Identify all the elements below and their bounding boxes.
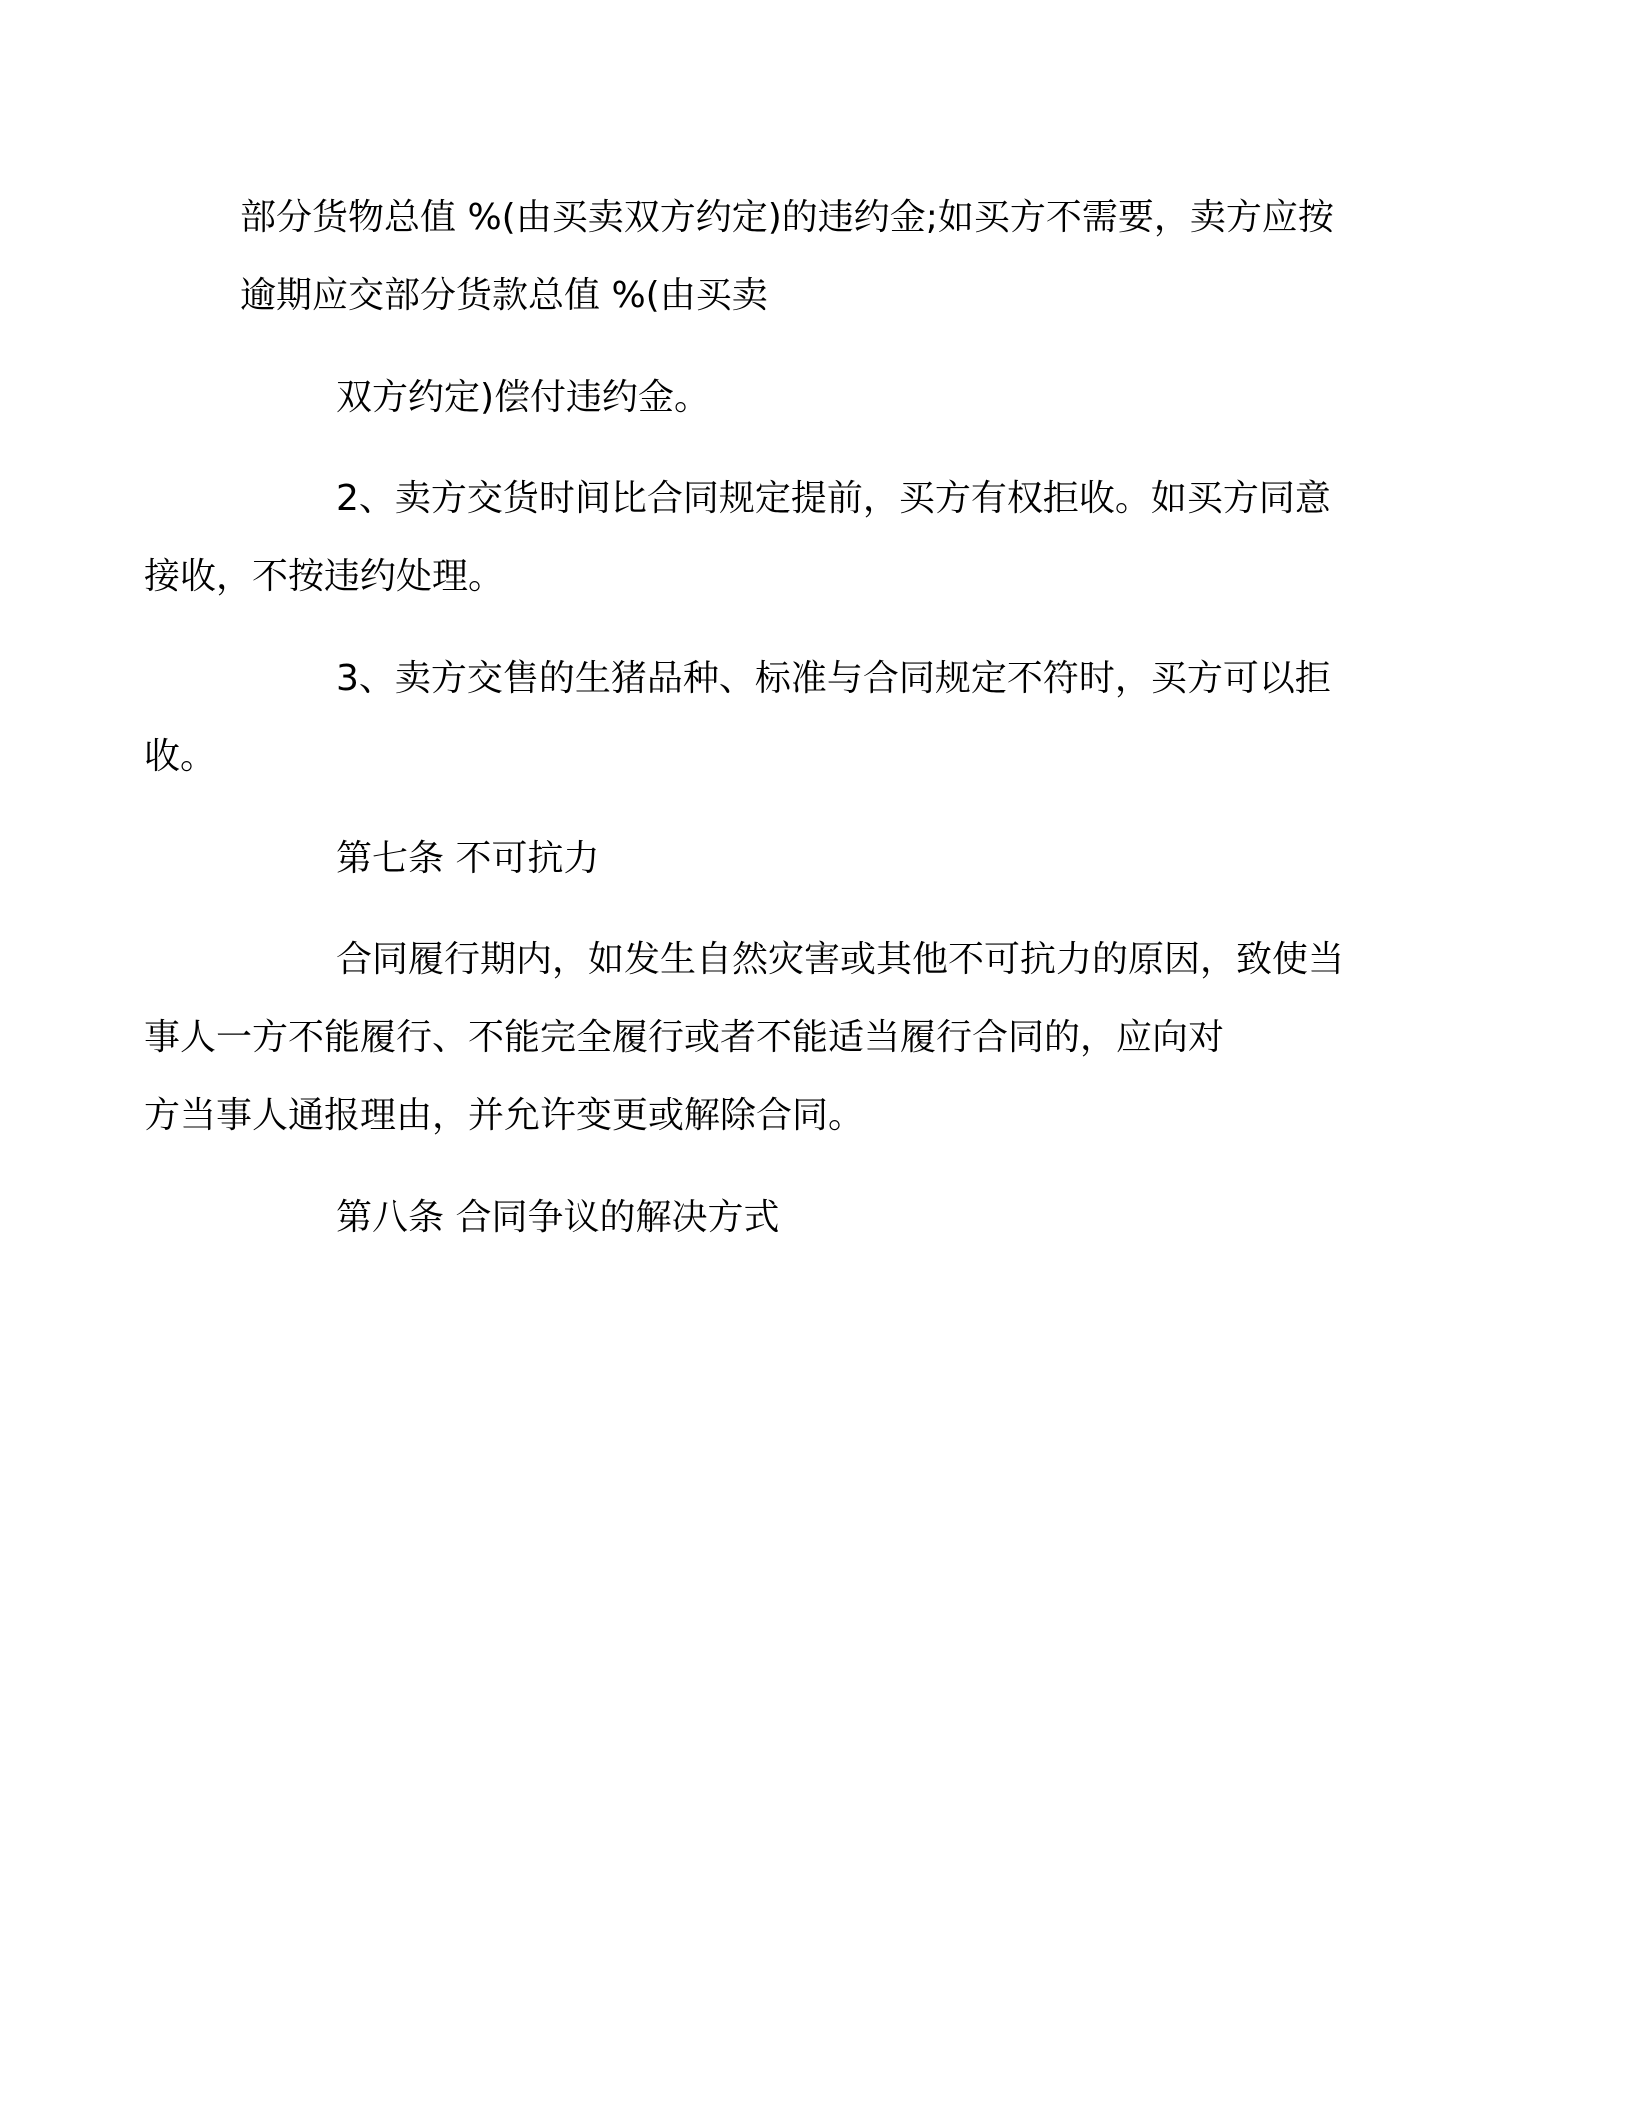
paragraph-clause-2: [144, 460, 1380, 616]
article-8-heading: [240, 1179, 1380, 1257]
paragraph-penalty-continuation: [240, 179, 1380, 335]
text-line: 接收，不按违约处理。: [144, 556, 505, 597]
text-line: 逾期应交部分货款总值 %(由买卖: [240, 275, 768, 316]
text-line: 双方约定)偿付违约金。: [336, 377, 711, 418]
text-line: 合同履行期内，如发生自然灾害或其他不可抗力的原因，致使当: [336, 939, 1345, 980]
paragraph-force-majeure: [144, 921, 1380, 1155]
article-7-heading: [240, 820, 1380, 898]
paragraph-penalty-end: [240, 359, 1380, 437]
text-line: 2、卖方交货时间比合同规定提前，买方有权拒收。如买方同意: [336, 478, 1331, 519]
paragraph-clause-3: [144, 640, 1380, 796]
text-line: 方当事人通报理由，并允许变更或解除合同。: [144, 1095, 865, 1136]
text-line: 第八条 合同争议的解决方式: [336, 1197, 780, 1238]
text-line: 事人一方不能履行、不能完全履行或者不能适当履行合同的，应向对: [144, 1017, 1225, 1058]
text-line: 部分货物总值 %(由买卖双方约定)的违约金;如买方不需要，卖方应按: [240, 197, 1334, 238]
text-line: 第七条 不可抗力: [336, 838, 600, 879]
text-line: 收。: [144, 736, 217, 777]
text-line: 3、卖方交售的生猪品种、标准与合同规定不符时，买方可以拒: [336, 658, 1331, 699]
